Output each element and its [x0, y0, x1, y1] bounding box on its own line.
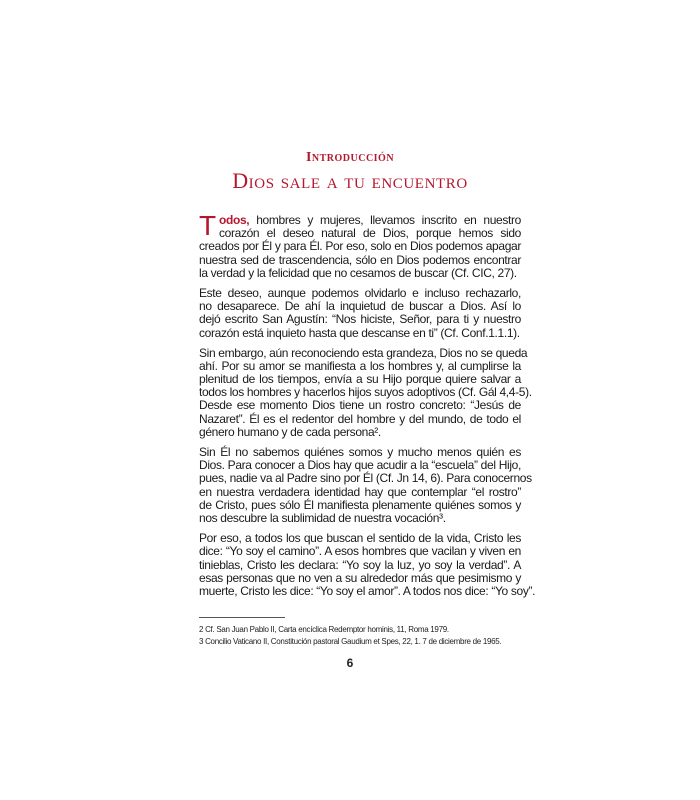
- paragraph: [199, 445, 532, 525]
- text-line: en nuestra verdadera identidad hay que contemplar “el rostro”: [199, 484, 521, 499]
- text-line: no desaparece. De ahí la inquietud de buscar a Dios. Así lo: [199, 299, 521, 314]
- text-line: corazón el deseo natural de Dios, porque hemos sido: [219, 226, 521, 241]
- text-line: género humano y de cada persona².: [199, 424, 381, 439]
- body-text: [199, 210, 536, 605]
- paragraph: [199, 531, 536, 598]
- text-line: creados por Él y para Él. Por eso, solo en Dios podemos apagar: [199, 239, 521, 254]
- text-line: plenitud de los tiempos, envía a su Hijo porque quiere salvar a: [199, 372, 521, 387]
- text-line: esas personas que no ven a su alrededor más que pesimismo y: [199, 570, 521, 585]
- text-line: Nazaret”. Él es el redentor del hombre y del mundo, de todo el: [199, 411, 521, 426]
- text-line: la verdad y la felicidad que no cesamos de buscar (Cf. CIC, 27).: [199, 265, 517, 280]
- lead-word: odos,: [219, 213, 250, 227]
- text-line: ahí. Por su amor se manifiesta a los hombres y, al cumplirse la: [199, 358, 521, 373]
- text-line: dice: “Yo soy el camino”. A esos hombres que vacilan y viven en: [199, 544, 521, 559]
- text-line: Desde ese momento Dios tiene un rostro concreto: “Jesús de: [199, 398, 521, 413]
- text-line: dejó escrito San Agustín: “Nos hiciste, Señor, para ti y nuestro: [199, 312, 521, 327]
- text-line: Por eso, a todos los que buscan el sentido de la vida, Cristo les: [199, 531, 521, 546]
- text-line: Sin embargo, aún reconociendo esta grandeza, Dios no se queda: [199, 345, 528, 360]
- text-line: todos los hombres y hacerlos hijos suyos adoptivos (Cf. Gál 4,4-5).: [199, 385, 532, 400]
- text-line: tinieblas, Cristo les declara: “Yo soy la luz, yo soy la verdad”. A: [199, 557, 521, 572]
- text-line: corazón está inquieto hasta que descanse en ti” (Cf. Conf.1.1.1).: [199, 325, 520, 340]
- text-line: pues, nadie va al Padre sino por Él (Cf. Jn 14, 6). Para conocernos: [199, 471, 532, 486]
- line-text: hombres y mujeres, llevamos inscrito en nuestro: [249, 213, 521, 227]
- page-title: Dios sale a tu encuentro: [232, 168, 468, 193]
- text-line: Dios. Para conocer a Dios hay que acudir a la “escuela” del Hijo,: [199, 458, 521, 473]
- text-line: Este deseo, aunque podemos olvidarlo e incluso rechazarlo,: [199, 285, 521, 300]
- paragraph: [199, 345, 532, 439]
- paragraph: [199, 210, 521, 280]
- footnote-divider: [199, 617, 285, 618]
- footnote-2: 2 Cf. San Juan Pablo II, Carta encíclica Redemptor hominis, 11, Roma 1979.: [199, 625, 449, 634]
- footnote-3: 3 Concilio Vaticano II, Constitución pastoral Gaudium et Spes, 22, 1. 7 de diciembre de 1965.: [199, 637, 502, 646]
- page-number: 6: [346, 656, 354, 670]
- text-line: de Cristo, pues sólo Él manifiesta plenamente quiénes somos y: [199, 497, 521, 512]
- text-line: nuestra sed de trascendencia, sólo en Dios podemos encontrar: [199, 252, 521, 267]
- paragraph: [199, 287, 521, 340]
- text-line: nos descubre la sublimidad de nuestra vocación³.: [199, 510, 446, 525]
- section-kicker: Introducción: [305, 150, 395, 165]
- text-line: Sin Él no sabemos quiénes somos y mucho menos quién es: [199, 445, 521, 459]
- text-line: muerte, Cristo les dice: “Yo soy el amor”. A todos nos dice: “Yo soy”.: [199, 583, 536, 598]
- drop-cap: T: [199, 210, 216, 241]
